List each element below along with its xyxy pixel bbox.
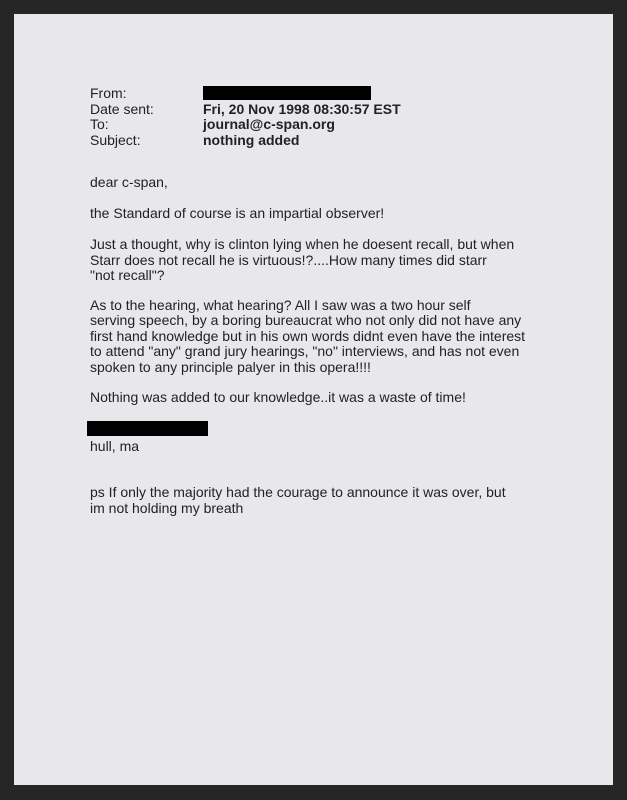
postscript: ps If only the majority had the courage to announce it was over, but im not holding my breath [90, 484, 506, 516]
from-label: From: [90, 85, 127, 101]
to-label: To: [90, 116, 109, 132]
date-value: Fri, 20 Nov 1998 08:30:57 EST [203, 100, 401, 117]
greeting: dear c-span, [90, 174, 168, 190]
subject-label: Subject: [90, 131, 141, 148]
email-body [90, 175, 560, 516]
to-value: journal@c-span.org [203, 116, 335, 132]
paragraph-4: Nothing was added to our knowledge..it was a waste of time! [90, 389, 466, 405]
location-line: hull, ma [90, 437, 140, 454]
signature-redaction-row [90, 421, 560, 437]
paragraph-3: As to the hearing, what hearing? All I saw was a two hour self serving speech, by a boring bureaucrat who not only did not have any first hand knowledge but in his own words didnt even have the interest to attend "any" grand jury hearings, "no" interviews, and has not even spoken to any principle palyer in this opera!!!! [90, 296, 526, 375]
sender-redaction [203, 86, 371, 100]
signature-redaction [87, 421, 208, 436]
date-label: Date sent: [90, 100, 154, 117]
subject-value: nothing added [203, 131, 300, 148]
document-page [14, 14, 613, 785]
paragraph-2: Just a thought, why is clinton lying when he doesent recall, but when Starr does not recall he is virtuous!?....How many times did starr "not recall"? [90, 236, 515, 283]
paragraph-1: the Standard of course is an impartial observer! [90, 204, 385, 221]
